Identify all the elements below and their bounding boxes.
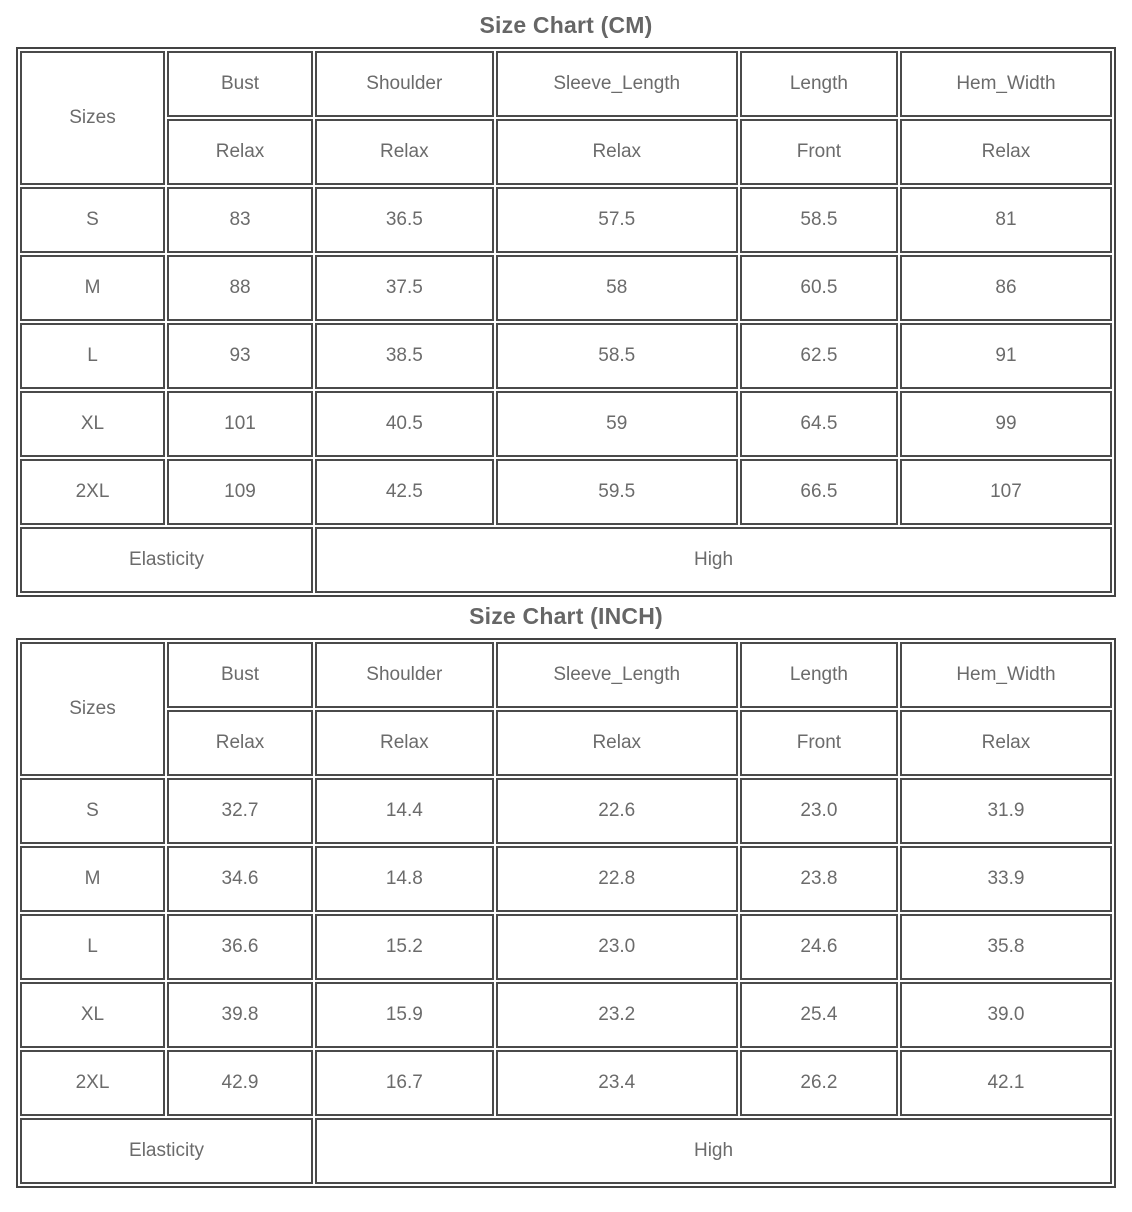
value-cell: 23.2 xyxy=(496,982,738,1048)
elasticity-row xyxy=(20,1118,1112,1184)
column-header-shoulder: Shoulder xyxy=(315,51,494,117)
size-cell: 2XL xyxy=(20,1050,165,1116)
value-cell: 88 xyxy=(167,255,313,321)
size-chart-cm-title: Size Chart (CM) xyxy=(479,12,653,38)
size-cell: XL xyxy=(20,982,165,1048)
size-chart-cm-table xyxy=(16,47,1116,597)
table-row-xl xyxy=(20,391,1112,457)
elasticity-label-cell: Elasticity xyxy=(20,1118,313,1184)
value-cell: 31.9 xyxy=(900,778,1112,844)
sizes-corner-cell: Sizes xyxy=(20,642,165,776)
value-cell: 36.5 xyxy=(315,187,494,253)
value-cell: 58.5 xyxy=(496,323,738,389)
value-cell: 59 xyxy=(496,391,738,457)
table-row-m xyxy=(20,255,1112,321)
value-cell: 14.4 xyxy=(315,778,494,844)
size-chart-cm-section xyxy=(16,12,1116,597)
value-cell: 34.6 xyxy=(167,846,313,912)
value-cell: 16.7 xyxy=(315,1050,494,1116)
value-cell: 33.9 xyxy=(900,846,1112,912)
value-cell: 32.7 xyxy=(167,778,313,844)
elasticity-value-cell: High xyxy=(315,527,1112,593)
elasticity-label-cell: Elasticity xyxy=(20,527,313,593)
column-header-hem-width: Hem_Width xyxy=(900,642,1112,708)
value-cell: 14.8 xyxy=(315,846,494,912)
column-header-hem-width: Hem_Width xyxy=(900,51,1112,117)
table-row-l xyxy=(20,323,1112,389)
subheader-shoulder: Relax xyxy=(315,710,494,776)
subheader-length: Front xyxy=(740,119,898,185)
column-header-length: Length xyxy=(740,51,898,117)
value-cell: 37.5 xyxy=(315,255,494,321)
value-cell: 42.9 xyxy=(167,1050,313,1116)
value-cell: 42.5 xyxy=(315,459,494,525)
value-cell: 26.2 xyxy=(740,1050,898,1116)
size-cell: M xyxy=(20,255,165,321)
value-cell: 57.5 xyxy=(496,187,738,253)
value-cell: 40.5 xyxy=(315,391,494,457)
value-cell: 23.0 xyxy=(740,778,898,844)
subheader-hem-width: Relax xyxy=(900,119,1112,185)
size-chart-page xyxy=(16,0,1116,1200)
value-cell: 38.5 xyxy=(315,323,494,389)
value-cell: 35.8 xyxy=(900,914,1112,980)
subheader-bust: Relax xyxy=(167,710,313,776)
subheader-sleeve-length: Relax xyxy=(496,119,738,185)
header-row xyxy=(20,51,1112,117)
size-chart-inch-title: Size Chart (INCH) xyxy=(469,603,663,629)
value-cell: 39.0 xyxy=(900,982,1112,1048)
subheader-row xyxy=(20,119,1112,185)
table-row-xl xyxy=(20,982,1112,1048)
table-row-m xyxy=(20,846,1112,912)
size-cell: S xyxy=(20,778,165,844)
subheader-bust: Relax xyxy=(167,119,313,185)
column-header-length: Length xyxy=(740,642,898,708)
value-cell: 15.2 xyxy=(315,914,494,980)
size-cell: L xyxy=(20,914,165,980)
table-row-2xl xyxy=(20,1050,1112,1116)
value-cell: 15.9 xyxy=(315,982,494,1048)
value-cell: 24.6 xyxy=(740,914,898,980)
size-chart-inch-table xyxy=(16,638,1116,1188)
value-cell: 23.8 xyxy=(740,846,898,912)
value-cell: 93 xyxy=(167,323,313,389)
table-row-s xyxy=(20,778,1112,844)
size-chart-inch-section xyxy=(16,603,1116,1188)
header-row xyxy=(20,642,1112,708)
value-cell: 99 xyxy=(900,391,1112,457)
value-cell: 107 xyxy=(900,459,1112,525)
value-cell: 36.6 xyxy=(167,914,313,980)
value-cell: 91 xyxy=(900,323,1112,389)
sizes-corner-cell: Sizes xyxy=(20,51,165,185)
value-cell: 22.8 xyxy=(496,846,738,912)
column-header-shoulder: Shoulder xyxy=(315,642,494,708)
size-cell: L xyxy=(20,323,165,389)
value-cell: 23.0 xyxy=(496,914,738,980)
value-cell: 25.4 xyxy=(740,982,898,1048)
elasticity-row xyxy=(20,527,1112,593)
value-cell: 101 xyxy=(167,391,313,457)
subheader-row xyxy=(20,710,1112,776)
subheader-hem-width: Relax xyxy=(900,710,1112,776)
size-cell: M xyxy=(20,846,165,912)
value-cell: 81 xyxy=(900,187,1112,253)
table-row-l xyxy=(20,914,1112,980)
value-cell: 58.5 xyxy=(740,187,898,253)
value-cell: 83 xyxy=(167,187,313,253)
value-cell: 109 xyxy=(167,459,313,525)
value-cell: 60.5 xyxy=(740,255,898,321)
value-cell: 58 xyxy=(496,255,738,321)
column-header-sleeve-length: Sleeve_Length xyxy=(496,51,738,117)
column-header-bust: Bust xyxy=(167,51,313,117)
column-header-sleeve-length: Sleeve_Length xyxy=(496,642,738,708)
value-cell: 22.6 xyxy=(496,778,738,844)
value-cell: 64.5 xyxy=(740,391,898,457)
table-row-2xl xyxy=(20,459,1112,525)
value-cell: 66.5 xyxy=(740,459,898,525)
value-cell: 86 xyxy=(900,255,1112,321)
size-cell: S xyxy=(20,187,165,253)
subheader-length: Front xyxy=(740,710,898,776)
value-cell: 23.4 xyxy=(496,1050,738,1116)
elasticity-value-cell: High xyxy=(315,1118,1112,1184)
size-cell: 2XL xyxy=(20,459,165,525)
value-cell: 59.5 xyxy=(496,459,738,525)
table-row-s xyxy=(20,187,1112,253)
subheader-shoulder: Relax xyxy=(315,119,494,185)
value-cell: 42.1 xyxy=(900,1050,1112,1116)
size-cell: XL xyxy=(20,391,165,457)
value-cell: 62.5 xyxy=(740,323,898,389)
subheader-sleeve-length: Relax xyxy=(496,710,738,776)
column-header-bust: Bust xyxy=(167,642,313,708)
value-cell: 39.8 xyxy=(167,982,313,1048)
